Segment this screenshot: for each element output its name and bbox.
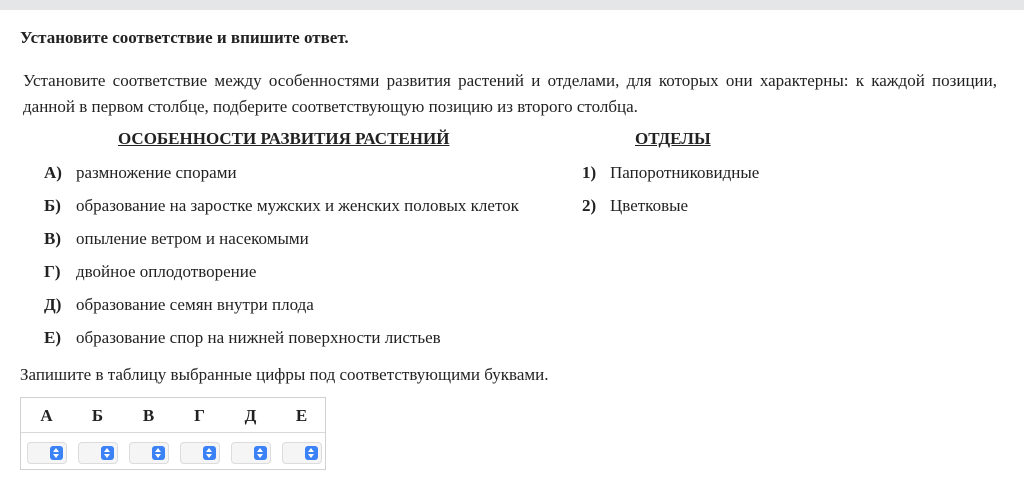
answer-select-g[interactable]: [180, 442, 220, 464]
chevron-updown-icon: [152, 446, 165, 460]
features-column-title: ОСОБЕННОСТИ РАЗВИТИЯ РАСТЕНИЙ: [118, 129, 450, 148]
answer-letter-v: В: [142, 406, 155, 425]
feature-text: образование на заростке мужских и женских половых клеток: [76, 196, 519, 215]
table-divider: [21, 432, 325, 433]
feature-key: Б): [44, 196, 61, 215]
feature-text: опыление ветром и насекомыми: [76, 229, 309, 248]
feature-text: размножение спорами: [76, 163, 237, 182]
answer-select-e[interactable]: [282, 442, 322, 464]
feature-key: Е): [44, 328, 61, 347]
answer-select-d[interactable]: [231, 442, 271, 464]
answer-instruction: Запишите в таблицу выбранные цифры под соответствующими буквами.: [20, 365, 549, 384]
task-heading: Установите соответствие и впишите ответ.: [20, 28, 349, 47]
answer-select-b[interactable]: [78, 442, 118, 464]
feature-key: Д): [44, 295, 62, 314]
divisions-column-title: ОТДЕЛЫ: [635, 129, 711, 148]
answer-letter-a: А: [40, 406, 53, 425]
answer-letter-g: Г: [194, 406, 205, 425]
feature-key: А): [44, 163, 62, 182]
answer-table: [20, 397, 326, 470]
feature-text: образование спор на нижней поверхности листьев: [76, 328, 441, 347]
division-key: 1): [582, 163, 597, 182]
answer-select-v[interactable]: [129, 442, 169, 464]
top-bar: [0, 0, 1024, 10]
answer-letter-d: Д: [244, 406, 257, 425]
division-text: Цветковые: [610, 196, 689, 215]
feature-key: Г): [44, 262, 61, 281]
task-instruction: Установите соответствие между особенностями развития растений и отделами, для которых они характерны: к каждой позиции, данной в первом столбце, подберите соответствующую позицию из второго столбца.: [23, 71, 997, 116]
feature-text: двойное оплодотворение: [76, 262, 257, 281]
chevron-updown-icon: [305, 446, 318, 460]
chevron-updown-icon: [50, 446, 63, 460]
answer-letter-b: Б: [91, 406, 104, 425]
chevron-updown-icon: [101, 446, 114, 460]
chevron-updown-icon: [254, 446, 267, 460]
answer-select-a[interactable]: [27, 442, 67, 464]
feature-key: В): [44, 229, 61, 248]
division-key: 2): [582, 196, 597, 215]
feature-text: образование семян внутри плода: [76, 295, 314, 314]
division-text: Папоротниковидные: [610, 163, 760, 182]
answer-letter-e: Е: [295, 406, 308, 425]
chevron-updown-icon: [203, 446, 216, 460]
